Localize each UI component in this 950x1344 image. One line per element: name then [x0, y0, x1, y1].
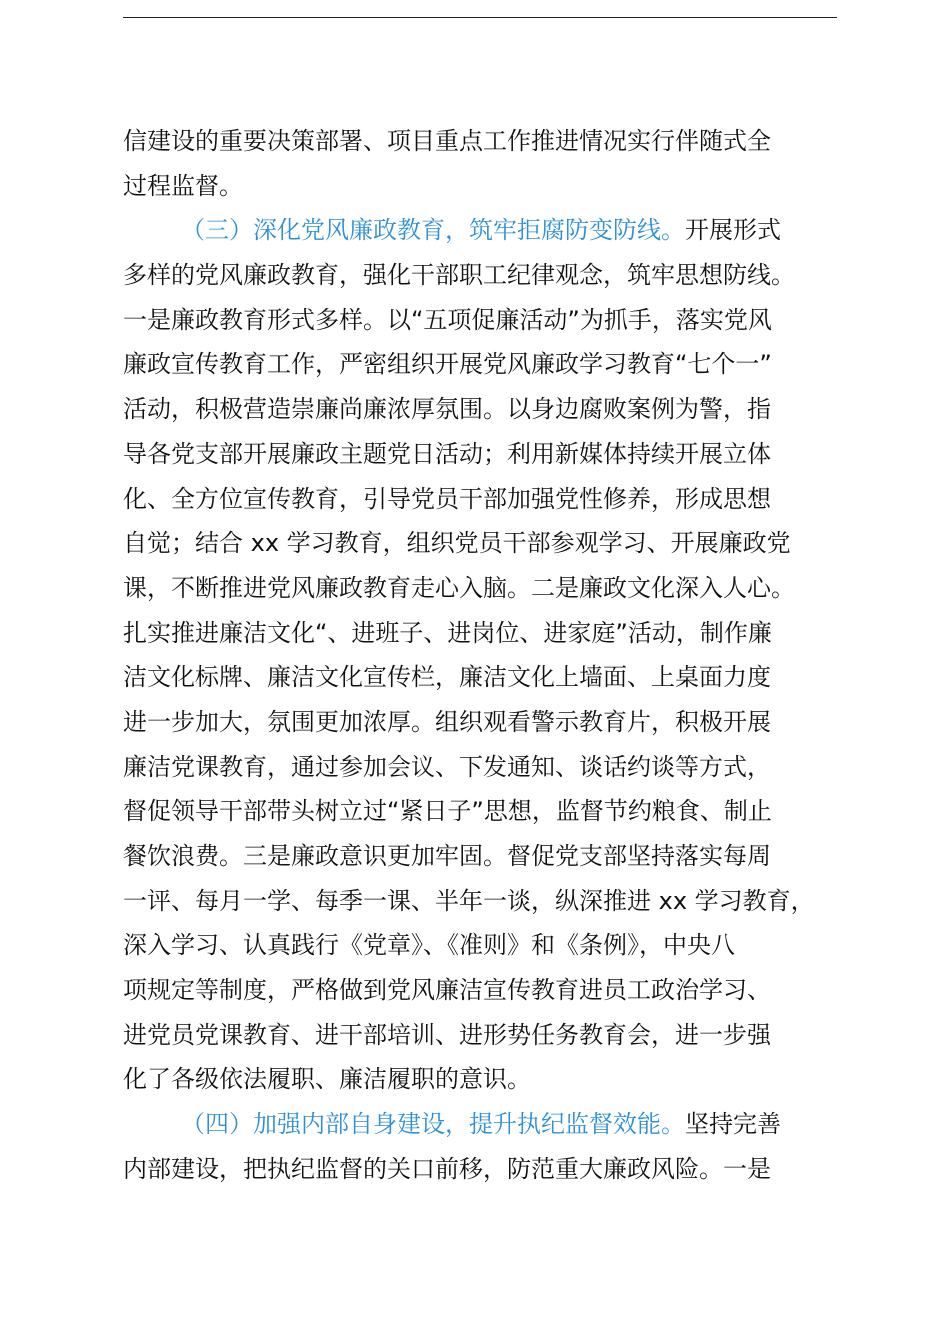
paragraph-2 [123, 208, 843, 1102]
text-line: 廉洁党课教育，通过参加会议、下发通知、谈话约谈等方式， [123, 752, 771, 781]
heading-line [123, 208, 843, 253]
text-line: 进一步加大，氛围更加浓厚。组织观看警示教育片，积极开展 [123, 707, 771, 736]
text-line: 课，不断推进党风廉政教育走心入脑。二是廉政文化深入人心。 [123, 573, 795, 602]
paragraph-3 [123, 1102, 843, 1191]
document-body [123, 119, 843, 1192]
text-run: 开展形式 [685, 216, 781, 245]
text-line: 导各党支部开展廉政主题党日活动；利用新媒体持续开展立体 [123, 439, 771, 468]
text-line: 督促领导干部带头树立过“紧日子”思想，监督节约粮食、制止 [123, 797, 772, 826]
header-rule [123, 17, 837, 18]
text-line: 活动，积极营造崇廉尚廉浓厚氛围。以身边腐败案例为警，指 [123, 395, 771, 424]
section-heading-4: （四）加强内部自身建设，提升执纪监督效能。 [181, 1110, 685, 1139]
text-line: 扎实推进廉洁文化“、进班子、进岗位、进家庭”活动，制作廉 [123, 618, 772, 647]
text-line: 多样的党风廉政教育，强化干部职工纪律观念，筑牢思想防线。 [123, 261, 795, 290]
text-line: 一评、每月一学、每季一课、半年一谈，纵深推进 xx 学习教育， [123, 886, 815, 915]
section-heading-3: （三）深化党风廉政教育，筑牢拒腐防变防线。 [181, 216, 685, 245]
text-line: 化了各级依法履职、廉洁履职的意识。 [123, 1065, 531, 1094]
text-line: 项规定等制度，严格做到党风廉洁宣传教育进员工政治学习、 [123, 976, 771, 1005]
text-line: 一是廉政教育形式多样。以“五项促廉活动”为抓手，落实党风 [123, 305, 772, 334]
text-line: 信建设的重要决策部署、项目重点工作推进情况实行伴随式全 [123, 127, 771, 155]
heading-line [123, 1102, 843, 1147]
text-line: 过程监督。 [123, 171, 243, 200]
text-line: 深入学习、认真践行《党章》、《准则》和《条例》，中央八 [123, 931, 735, 960]
text-line: 餐饮浪费。三是廉政意识更加牢固。督促党支部坚持落实每周 [123, 842, 771, 870]
text-line: 自觉；结合 xx 学习教育，组织党员干部参观学习、开展廉政党 [123, 529, 791, 558]
text-line: 化、全方位宣传教育，引导党员干部加强党性修养，形成思想 [123, 484, 771, 513]
text-line: 洁文化标牌、廉洁文化宣传栏，廉洁文化上墙面、上桌面力度 [123, 663, 771, 692]
text-line: 内部建设，把执纪监督的关口前移，防范重大廉政风险。一是 [123, 1154, 771, 1183]
paragraph-1 [123, 119, 843, 208]
text-line: 进党员党课教育、进干部培训、进形势任务教育会，进一步强 [123, 1020, 771, 1049]
text-line: 廉政宣传教育工作，严密组织开展党风廉政学习教育“七个一” [123, 350, 772, 379]
text-run: 坚持完善 [685, 1110, 781, 1139]
